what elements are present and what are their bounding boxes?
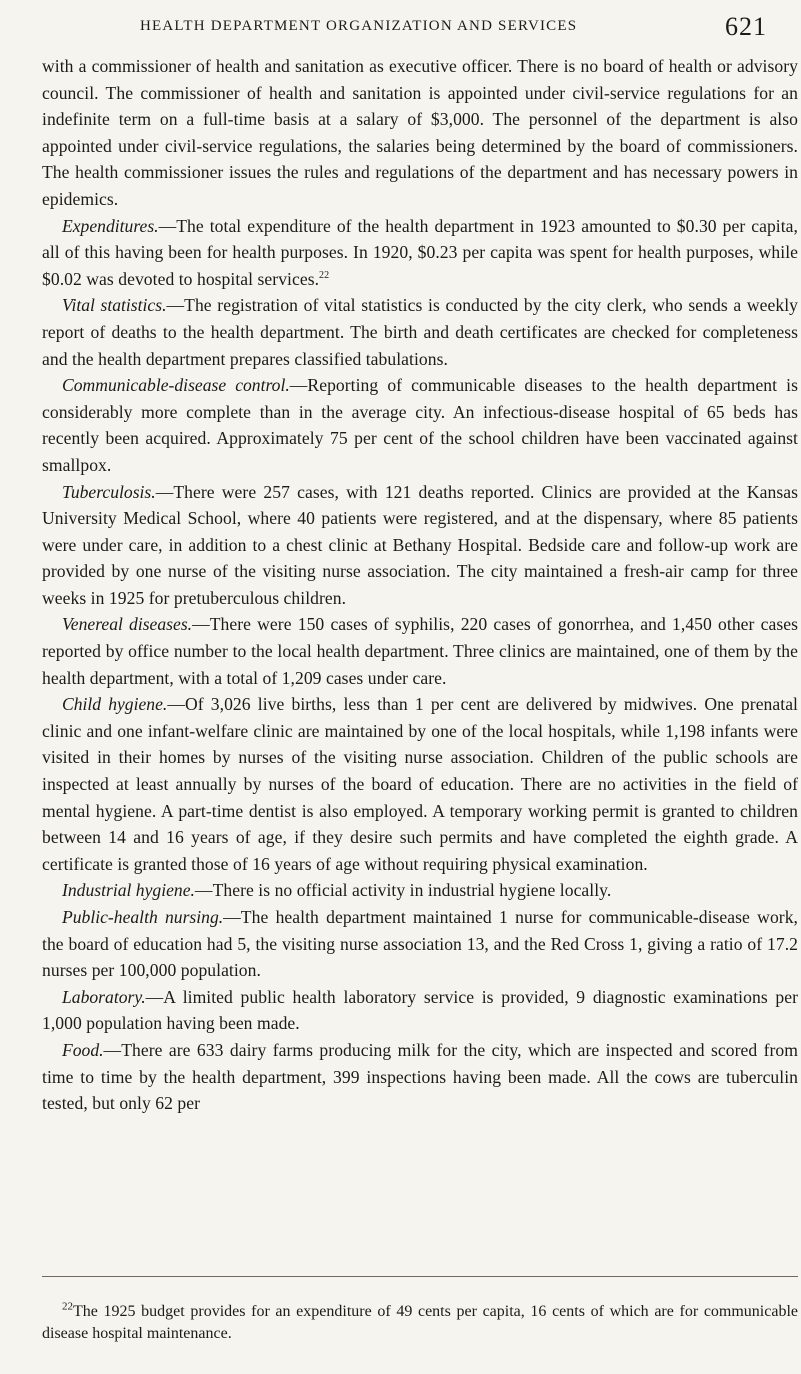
subheading: Laboratory. [62,986,146,1007]
paragraph-industrial-hygiene [42,877,798,904]
paragraph-venereal-diseases [42,611,798,691]
subheading: Public-health nursing. [62,907,224,927]
subheading: Industrial hygiene. [62,880,195,901]
paragraph-intro [42,53,798,213]
subheading: Tuberculosis. [62,481,156,502]
paragraph-text: —There is no official activity in industrial hygiene locally. [194,880,612,901]
running-head: HEALTH DEPARTMENT ORGANIZATION AND SERVICES [140,18,578,34]
footnote [42,1301,798,1345]
subheading: Communicable-disease control. [62,375,290,396]
paragraph-tuberculosis [42,479,798,612]
paragraph-text: —The registration of vital statistics is conducted by the city clerk, who sends a weekly report of deaths to the health department. The birth and death certificates are checked for completeness and the health department prepares classified tabulations. [42,295,798,369]
paragraph-child-hygiene [42,691,798,877]
subheading: Expenditures. [62,215,159,236]
paragraph-food [42,1037,798,1117]
paragraph-text: —A limited public health laboratory service is provided, 9 diagnostic examinations per 1,000 population having been made. [42,986,798,1034]
subheading: Child hygiene. [62,694,168,715]
paragraph-text: —There are 633 dairy farms producing milk for the city, which are inspected and scored from time to time by the health department, 399 inspections having been made. All the cows are tuberculin tested, but only 62 per [42,1039,798,1114]
body-text [42,53,798,1117]
paragraph-expenditures [42,213,798,293]
page-header [58,12,767,42]
paragraph-text: with a commissioner of health and sanitation as executive officer. There is no board of health or advisory council. The commissioner of health and sanitation is appointed under civil-service regulations for an indefinite term on a full-time basis at a salary of $3,000. The personnel of the department is also appointed under civil-service regulations, the salaries being determined by the board of commissioners. The health commissioner issues the rules and regulations of the department and has necessary powers in epidemics. [42,56,798,209]
paragraph-vital-statistics [42,292,798,372]
paragraph-public-health-nursing [42,904,798,984]
subheading: Food. [62,1039,104,1060]
paragraph-text: —Of 3,026 live births, less than 1 per cent are delivered by midwives. One prenatal clinic and one infant-welfare clinic are maintained by one of the local hospitals, while 1,198 infants were visited in their homes by nurses of the visiting nurse association. Children of the public schools are inspected at least annually by nurses of the board of education. There are no activities in the field of mental hygiene. A part-time dentist is also employed. A temporary working permit is granted to children between 14 and 16 years of age, if they desire such permits and have completed the eighth grade. A certificate is granted those of 16 years of age without requiring physical examination. [42,694,798,874]
footnote-text: The 1925 budget provides for an expenditure of 49 cents per capita, 16 cents of which are for communicable disease hospital maintenance. [42,1303,798,1342]
paragraph-laboratory [42,984,798,1037]
footnote-reference: 22 [319,269,330,281]
paragraph-text: —Reporting of communicable diseases to the health department is considerably more complete than in the average city. An infectious-disease hospital of 65 beds has recently been acquired. Approximately 75 per cent of the school children have been vaccinated against smallpox. [42,375,798,475]
footnote-marker: 22 [62,1300,73,1313]
paragraph-text: —There were 150 cases of syphilis, 220 cases of gonorrhea, and 1,450 other cases reported by office number to the local health department. Three clinics are maintained, one of them by the health department, with a total of 1,209 cases under care. [42,614,798,688]
footnote-divider [42,1276,798,1277]
paragraph-communicable-disease [42,372,798,478]
paragraph-text: —There were 257 cases, with 121 deaths reported. Clinics are provided at the Kansas University Medical School, where 40 patients were registered, and at the dispensary, where 85 patients were under care, in addition to a chest clinic at Bethany Hospital. Bedside care and follow-up work are provided by one nurse of the visiting nurse association. The city maintained a fresh-air camp for three weeks in 1925 for pretuberculous children. [42,481,798,608]
paragraph-text: —The total expenditure of the health department in 1923 amounted to $0.30 per capita, all of this having been for health purposes. In 1920, $0.23 per capita was spent for health purposes, while $0.02 was devoted to hospital services. [42,215,798,289]
subheading: Venereal diseases. [62,614,193,635]
subheading: Vital statistics. [62,295,167,316]
paragraph-text: —The health department maintained 1 nurse for communicable-disease work, the board of education had 5, the visiting nurse association 13, and the Red Cross 1, giving a ratio of 17.2 nurses per 100,000 population. [42,907,798,981]
page-number: 621 [725,12,767,41]
